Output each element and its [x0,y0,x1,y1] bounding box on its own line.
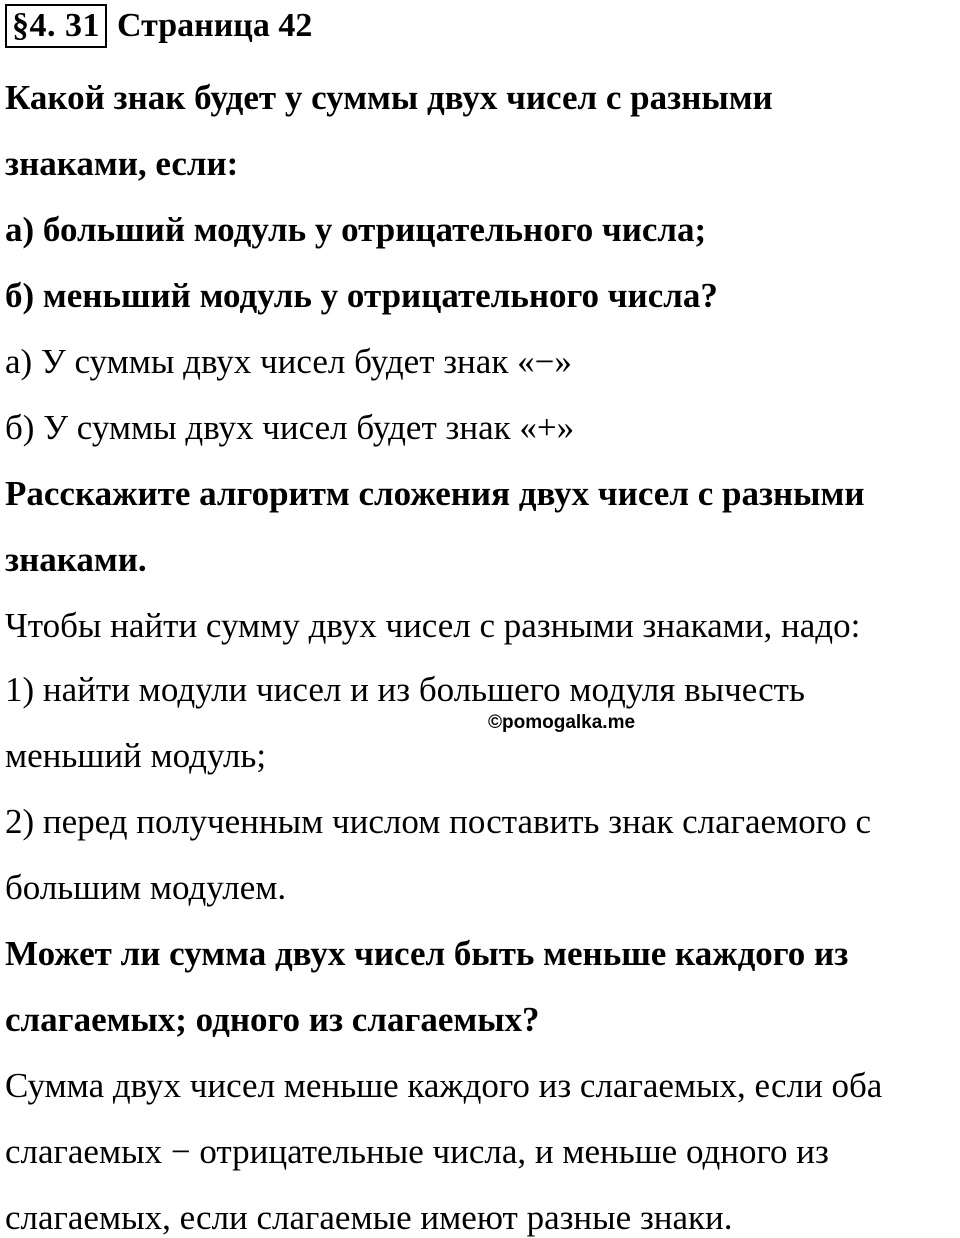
watermark-text: ©pomogalka.me [488,712,636,733]
answer-line: 2) перед полученным числом поставить знак слагаемого с [5,802,871,841]
answer-line: меньший модуль; [5,736,267,775]
page-number-label: Страница 42 [117,7,313,44]
question-line: Расскажите алгоритм сложения двух чисел с разными [5,474,865,513]
answer-line: слагаемых, если слагаемые имеют разные знаки. [5,1198,733,1237]
answer-line: б) У суммы двух чисел будет знак «+» [5,408,575,447]
question-line: знаками. [5,540,147,579]
question-line: слагаемых; одного из слагаемых? [5,1000,540,1039]
answer-line: слагаемых − отрицательные числа, и меньше одного из [5,1132,829,1171]
question-line: а) больший модуль у отрицательного числа; [5,210,707,249]
section-number: §4. 31 [5,4,107,48]
question-line: Какой знак будет у суммы двух чисел с разными [5,78,773,117]
answer-line: 1) найти модули чисел и из большего модуля вычесть [5,670,805,709]
answer-line: большим модулем. [5,868,287,907]
answer-line: а) У суммы двух чисел будет знак «−» [5,342,572,381]
answer-line: Сумма двух чисел меньше каждого из слагаемых, если оба [5,1066,883,1105]
page-header [5,4,312,48]
question-line: б) меньший модуль у отрицательного числа? [5,276,718,315]
question-line: знаками, если: [5,144,239,183]
answer-line: Чтобы найти сумму двух чисел с разными знаками, надо: [5,606,861,645]
question-line: Может ли сумма двух чисел быть меньше каждого из [5,934,849,973]
